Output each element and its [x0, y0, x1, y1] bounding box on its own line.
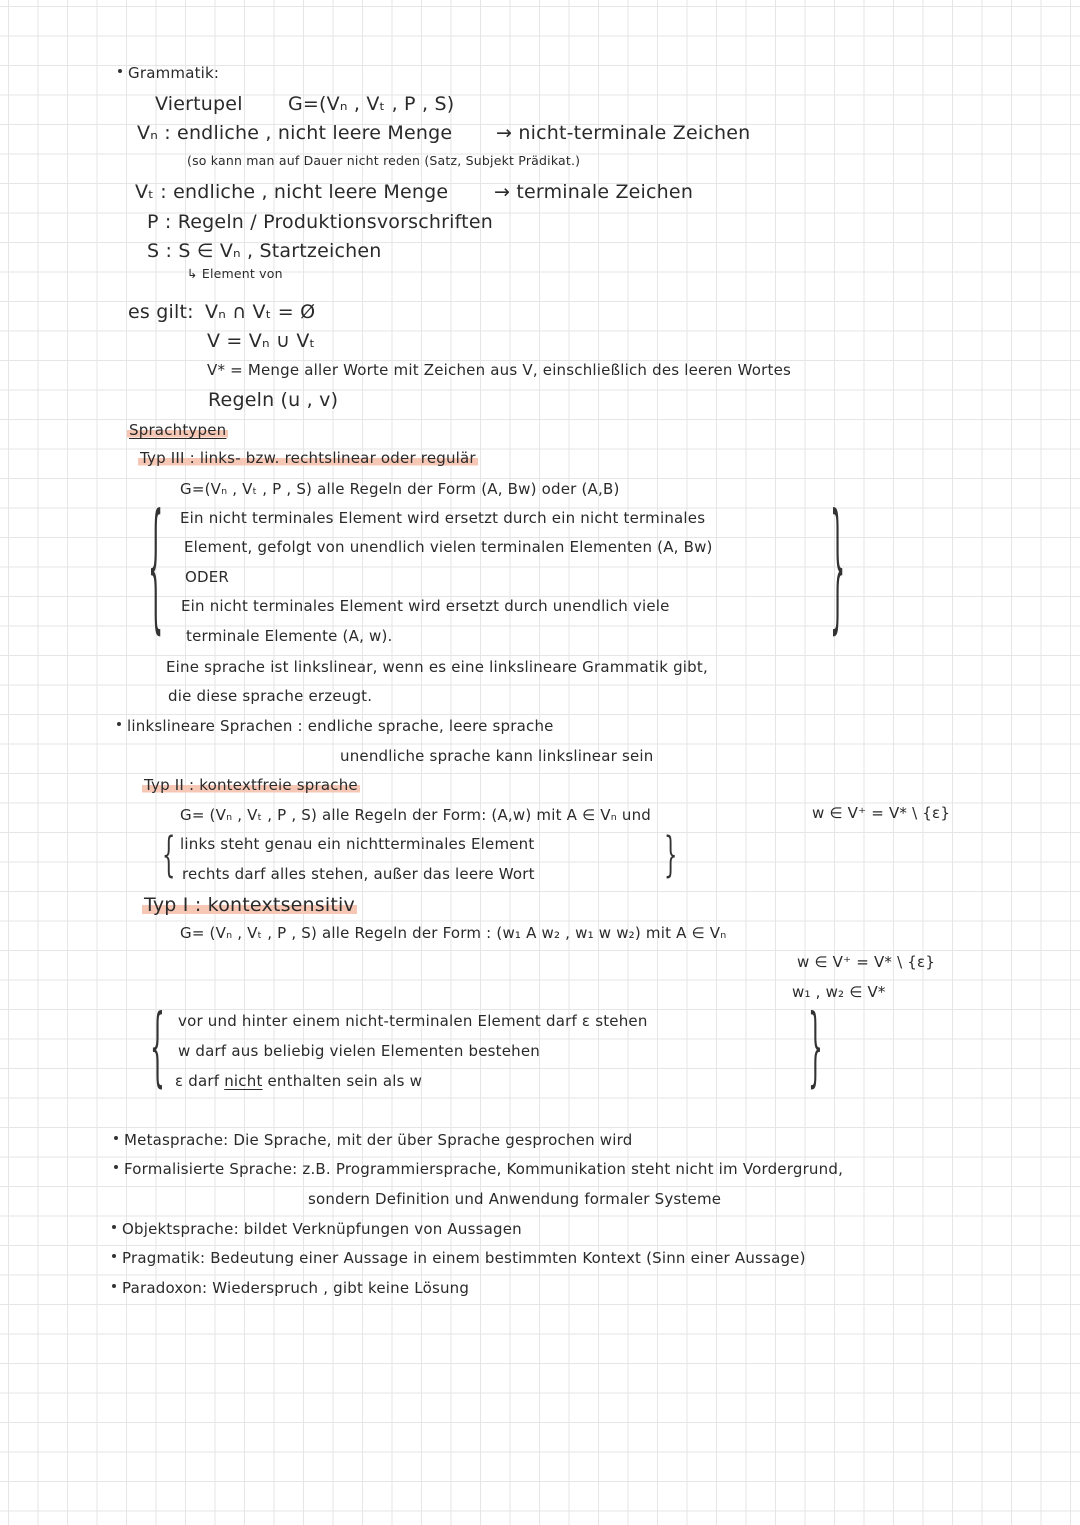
vt-arrow-text: → terminale Zeichen	[494, 181, 694, 203]
typ1-grammar: G= (Vₙ , Vₜ , P , S) alle Regeln der Form : (w₁ A w₂ , w₁ w w₂) mit A ∈ Vₙ	[180, 924, 727, 942]
left-brace-icon: {	[162, 827, 176, 884]
typ1-bracket-line-1: vor und hinter einem nicht-terminalen Element darf ε stehen	[178, 1012, 648, 1030]
left-brace-icon: {	[150, 998, 165, 1098]
paradoxon-def: Paradoxon: Wiederspruch , gibt keine Lösung	[112, 1281, 469, 1296]
bullet-icon	[117, 722, 121, 726]
bullet-icon	[112, 1225, 116, 1229]
es-gilt-line-3: V* = Menge aller Worte mit Zeichen aus V, einschließlich des leeren Wortes	[207, 361, 792, 379]
typ2-bracket-line-1: links steht genau ein nichtterminales Element	[180, 835, 535, 853]
typ1-condition-1: w ∈ V⁺ = V* \ {ε}	[797, 953, 936, 971]
formalisierte-sprache-def: Formalisierte Sprache: z.B. Programmiersprache, Kommunikation steht nicht im Vordergrund,	[114, 1162, 843, 1177]
typ2-title: Typ II : kontextfreie sprache	[144, 776, 358, 794]
typ3-title: Typ III : links- bzw. rechtslinear oder regulär	[140, 449, 476, 467]
typ1-bracket-line-3: ε darf nicht enthalten sein als w	[175, 1072, 423, 1090]
typ1-title: Typ I : kontextsensitiv	[144, 894, 355, 916]
typ2-grammar-right: w ∈ V⁺ = V* \ {ε}	[812, 804, 951, 822]
viertupel-label: Viertupel	[155, 93, 243, 115]
s-note: ↳ Element von	[187, 266, 283, 281]
right-brace-icon: }	[808, 998, 823, 1098]
pragmatik-def: Pragmatik: Bedeutung einer Aussage in einem bestimmten Kontext (Sinn einer Aussage)	[112, 1251, 806, 1266]
typ2-grammar: G= (Vₙ , Vₜ , P , S) alle Regeln der Form: (A,w) mit A ∈ Vₙ und	[180, 806, 652, 824]
left-brace-icon: {	[148, 487, 164, 649]
right-brace-icon: }	[830, 487, 846, 649]
vt-line: Vₜ : endliche , nicht leere Menge	[135, 181, 449, 203]
vn-note: (so kann man auf Dauer nicht reden (Satz, Subjekt Prädikat.)	[187, 153, 581, 168]
metasprache-def: Metasprache: Die Sprache, mit der über Sprache gesprochen wird	[114, 1133, 632, 1148]
bullet-icon	[118, 69, 122, 73]
bullet-icon	[114, 1136, 118, 1140]
typ3-bracket-line-1: Ein nicht terminales Element wird ersetzt durch ein nicht terminales	[180, 509, 706, 527]
typ3-sentence-1: Eine sprache ist linkslinear, wenn es eine linkslineare Grammatik gibt,	[166, 658, 708, 676]
linkslineare-sprachen-2: unendliche sprache kann linkslinear sein	[340, 747, 654, 765]
formalisierte-sprache-def-2: sondern Definition und Anwendung formaler Systeme	[308, 1190, 722, 1208]
typ3-bracket-line-3: ODER	[185, 568, 230, 586]
bullet-icon	[112, 1284, 116, 1288]
linkslineare-sprachen: linkslineare Sprachen : endliche sprache, leere sprache	[117, 719, 554, 734]
bullet-icon	[114, 1165, 118, 1169]
es-gilt-line-4: Regeln (u , v)	[208, 389, 339, 411]
s-line: S : S ∈ Vₙ , Startzeichen	[147, 240, 382, 262]
objektsprache-def: Objektsprache: bildet Verknüpfungen von Aussagen	[112, 1222, 522, 1237]
es-gilt-line-1: Vₙ ∩ Vₜ = Ø	[205, 301, 316, 323]
vn-arrow-text: → nicht-terminale Zeichen	[496, 122, 751, 144]
typ3-bracket-line-5: terminale Elemente (A, w).	[186, 627, 393, 645]
vn-line: Vₙ : endliche , nicht leere Menge	[137, 122, 453, 144]
sprachtypen-heading: Sprachtypen	[129, 421, 227, 439]
typ2-bracket-line-2: rechts darf alles stehen, außer das leere Wort	[182, 865, 535, 883]
typ1-bracket-line-2: w darf aus beliebig vielen Elementen bestehen	[178, 1042, 541, 1060]
grammar-definition: G=(Vₙ , Vₜ , P , S)	[288, 93, 455, 115]
es-gilt-label: es gilt:	[128, 301, 194, 323]
es-gilt-line-2: V = Vₙ ∪ Vₜ	[207, 330, 316, 352]
typ3-bracket-line-2: Element, gefolgt von unendlich vielen terminalen Elementen (A, Bw)	[184, 538, 713, 556]
typ3-grammar: G=(Vₙ , Vₜ , P , S) alle Regeln der Form (A, Bw) oder (A,B)	[180, 480, 620, 498]
p-line: P : Regeln / Produktionsvorschriften	[147, 211, 493, 233]
right-brace-icon: }	[664, 827, 678, 884]
bullet-icon	[112, 1254, 116, 1258]
grammatik-title: Grammatik:	[118, 66, 219, 81]
typ1-condition-2: w₁ , w₂ ∈ V*	[792, 983, 886, 1001]
typ3-sentence-2: die diese sprache erzeugt.	[168, 687, 373, 705]
typ3-bracket-line-4: Ein nicht terminales Element wird ersetzt durch unendlich viele	[181, 597, 670, 615]
